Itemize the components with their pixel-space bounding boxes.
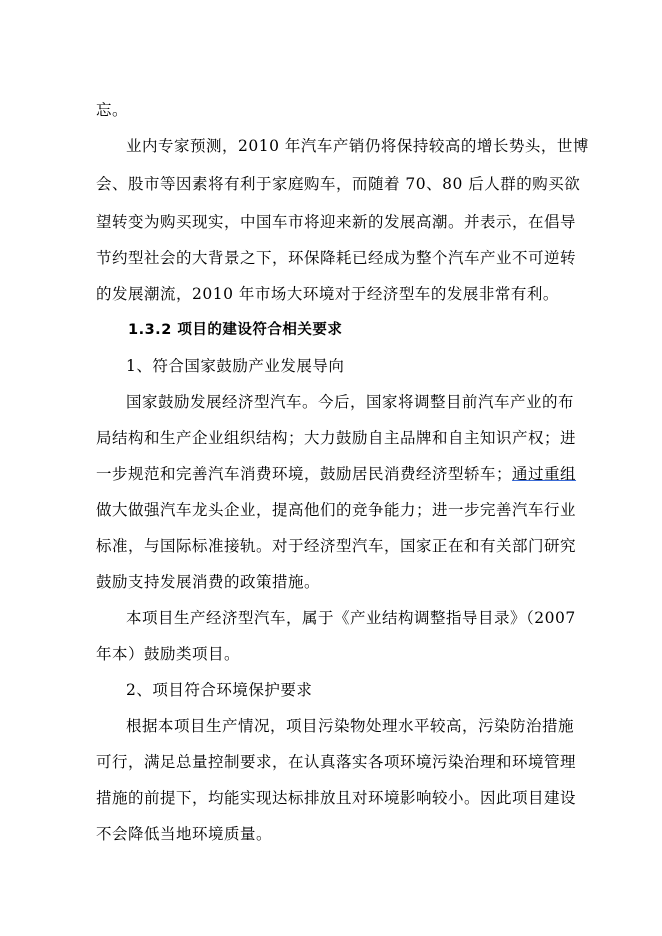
- paragraph-line: 忘。: [96, 101, 129, 119]
- paragraph-line: 会、股市等因素将有利于家庭购车，而随着 70、80 后人群的购买欲: [96, 175, 581, 193]
- paragraph-line: 本项目生产经济型汽车，属于《产业结构调整指导目录》（2007: [126, 609, 576, 627]
- section-heading: 1.3.2 项目的建设符合相关要求: [128, 322, 343, 338]
- paragraph-line: 望转变为购买现实，中国车市将迎来新的发展高潮。并表示，在倡导: [96, 213, 577, 231]
- underlined-text: 通过重组: [512, 465, 577, 483]
- paragraph-line: 根据本项目生产情况，项目污染物处理水平较高，污染防治措施: [126, 717, 575, 735]
- paragraph-line: 措施的前提下，均能实现达标排放且对环境影响较小。因此项目建设: [96, 789, 577, 807]
- paragraph-line: 年本）鼓励类项目。: [96, 645, 241, 663]
- paragraph-line: 业内专家预测，2010 年汽车产销仍将保持较高的增长势头，世博: [126, 137, 589, 155]
- paragraph-line: 做大做强汽车龙头企业，提高他们的竞争能力；进一步完善汽车行业: [96, 501, 577, 519]
- paragraph-line: 节约型社会的大背景之下，环保降耗已经成为整个汽车产业不可逆转: [96, 249, 577, 267]
- paragraph-line: 标准，与国际标准接轨。对于经济型汽车，国家正在和有关部门研究: [96, 537, 577, 555]
- paragraph-line: 局结构和生产企业组织结构；大力鼓励自主品牌和自主知识产权；进: [96, 429, 577, 447]
- paragraph-text: 一步规范和完善汽车消费环境，鼓励居民消费经济型轿车；: [96, 465, 513, 483]
- subheading: 2、项目符合环境保护要求: [126, 681, 313, 699]
- paragraph-line: 的发展潮流，2010 年市场大环境对于经济型车的发展非常有利。: [96, 285, 559, 303]
- paragraph-line: 国家鼓励发展经济型汽车。今后，国家将调整目前汽车产业的布: [126, 393, 575, 411]
- paragraph-line: 鼓励支持发展消费的政策措施。: [96, 573, 321, 591]
- paragraph-line: 不会降低当地环境质量。: [96, 825, 273, 843]
- paragraph-line: 可行，满足总量控制要求，在认真落实各项环境污染治理和环境管理: [96, 753, 577, 771]
- paragraph-line: [96, 464, 577, 484]
- subheading: 1、符合国家鼓励产业发展导向: [126, 357, 345, 375]
